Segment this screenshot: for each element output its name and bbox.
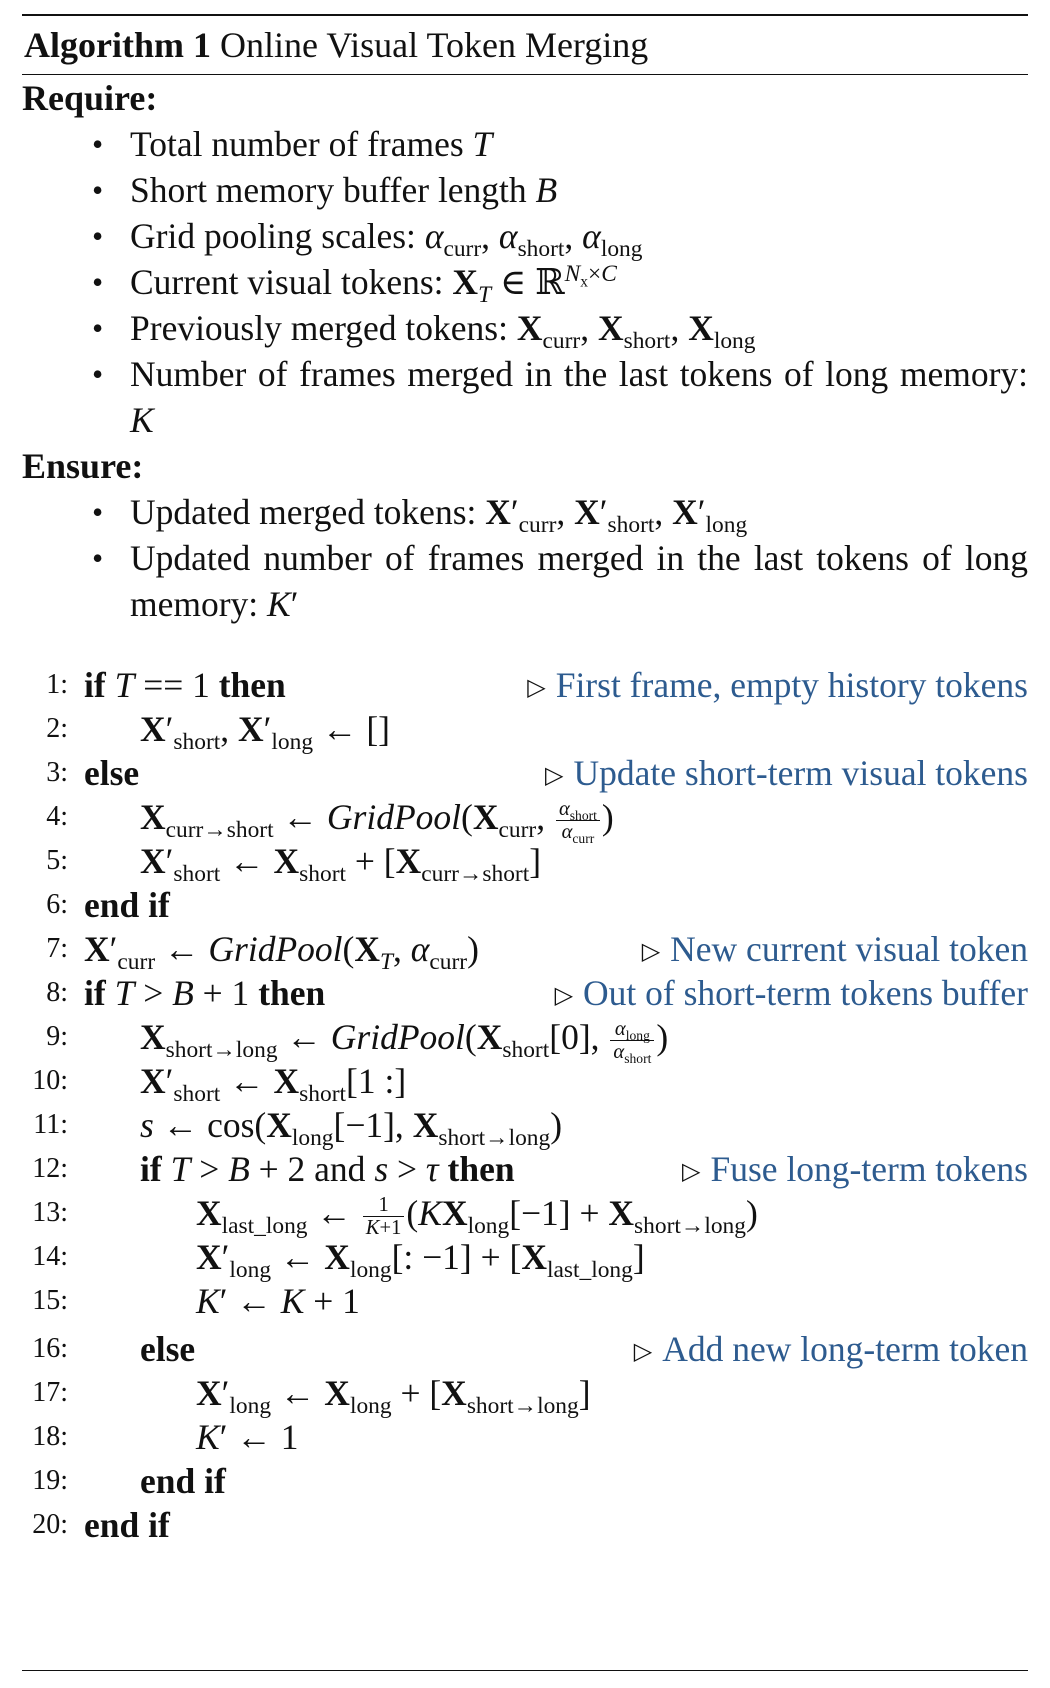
algo-line: 3: else ▷ Update short-term visual tokens: [22, 750, 1028, 796]
algo-line: 5: $X'_{short}$ ← $X_{short} + [X_{curr\to short}]$: [22, 838, 1028, 884]
line-comment: ▷ New current visual token: [641, 929, 1028, 969]
algo-line: 8: if T > B + 1 then ▷ Out of short-term tokens buffer: [22, 970, 1028, 1016]
ensure-item: • Updated number of frames merged in the last tokens of long memory: K′: [22, 535, 1028, 627]
algo-line: 2: $X'_{short}$, $X'_{long}$ ← []: [22, 706, 1028, 752]
line-number: 15:: [32, 1285, 68, 1316]
ensure-list: [22, 489, 1028, 627]
ensure-item: • Updated merged tokens: $X'_{curr}$, $X'_{short}$, $X'_{long}$: [22, 489, 1028, 535]
ensure-heading: Ensure:: [22, 446, 144, 486]
line-number: 6:: [46, 889, 68, 920]
algo-line: 16: else ▷ Add new long-term token: [22, 1326, 1028, 1372]
require-item: • Total number of frames T: [22, 121, 1028, 167]
line-number: 1:: [46, 669, 68, 700]
algo-line: 4: $X_{curr\to short}$ ← $GridPool(X_{curr}$, $\frac{\alpha_{short}}{\alpha_{curr}}$ ): [22, 794, 1028, 840]
bottom-rule: [22, 1670, 1028, 1671]
line-number: 17:: [32, 1377, 68, 1408]
algorithm-block: [22, 14, 1028, 1545]
line-number: 11:: [33, 1109, 68, 1140]
line-comment: ▷ Update short-term visual tokens: [545, 753, 1028, 793]
algo-line: 1: if T == 1 then ▷ First frame, empty history tokens: [22, 662, 1028, 708]
algorithm-title: [22, 16, 1028, 74]
algo-line: 17: $X'_{long}$ ← $X_{long} + [X_{short\to long}]$: [22, 1370, 1028, 1416]
require-item: • Number of frames merged in the last tokens of long memory: K: [22, 351, 1028, 443]
line-number: 8:: [46, 977, 68, 1008]
require-heading: Require:: [22, 78, 158, 118]
require-list: [22, 121, 1028, 443]
algo-line: 14: $X'_{long}$ ← $X_{long}$[: $-1] + [X_{last\_long}]$: [22, 1234, 1028, 1280]
line-number: 20:: [32, 1509, 68, 1540]
algorithm-label: Algorithm 1: [24, 25, 211, 65]
require-item: • Previously merged tokens: $X_{curr}$, $X_{short}$, $X_{long}$: [22, 305, 1028, 351]
require-item: • Short memory buffer length B: [22, 167, 1028, 213]
algo-line: 7: $X'_{curr}$ ← $GridPool(X_T$, $\alpha_{curr}$) ▷ New current visual token: [22, 926, 1028, 972]
line-number: 18:: [32, 1421, 68, 1452]
require-item: • Grid pooling scales: $\alpha_{curr}$, $\alpha_{short}$, $\alpha_{long}$: [22, 213, 1028, 259]
line-number: 3:: [46, 757, 68, 788]
line-comment: ▷ First frame, empty history tokens: [527, 665, 1028, 705]
algo-line: 18: K′ ← 1: [22, 1414, 1028, 1460]
line-number: 12:: [32, 1153, 68, 1184]
require-item: • Current visual tokens: $X_T$ ∈ ℝ$^{N_x\times C}$: [22, 259, 1028, 305]
line-comment: ▷ Add new long-term token: [633, 1329, 1028, 1369]
algo-line: 11: s ← $\cos(X_{long}[-1]$, $X_{short\to long}$): [22, 1102, 1028, 1148]
line-number: 4:: [46, 801, 68, 832]
algo-line: 19: end if: [22, 1458, 1028, 1504]
line-number: 9:: [46, 1021, 68, 1052]
line-number: 13:: [32, 1197, 68, 1228]
line-number: 2:: [46, 713, 68, 744]
line-number: 7:: [46, 933, 68, 964]
line-number: 5:: [46, 845, 68, 876]
algorithm-name: Online Visual Token Merging: [219, 25, 649, 65]
algo-line: 12: if T > B + 2 and s > τ then ▷ Fuse long-term tokens: [22, 1146, 1028, 1192]
line-number: 14:: [32, 1241, 68, 1272]
algo-line: 9: $X_{short\to long}$ ← $GridPool(X_{short}[0]$, $\frac{\alpha_{long}}{\alpha_{short}}$ ): [22, 1014, 1028, 1060]
line-comment: ▷ Fuse long-term tokens: [682, 1149, 1028, 1189]
algo-line: 15: K′ ← K + 1: [22, 1278, 1028, 1324]
algo-line: 13: $X_{last\_long}$ ← $\frac{1}{K+1}$ $(KX_{long}[-1] + X_{short\to long})$: [22, 1190, 1028, 1236]
algo-line: 20: end if: [22, 1502, 1028, 1548]
line-number: 16:: [32, 1333, 68, 1364]
algo-line: 10: $X'_{short}$ ← $X_{short}[1$ :]: [22, 1058, 1028, 1104]
line-comment: ▷ Out of short-term tokens buffer: [554, 973, 1028, 1013]
line-number: 19:: [32, 1465, 68, 1496]
line-number: 10:: [32, 1065, 68, 1096]
algo-line: 6: end if: [22, 882, 1028, 928]
